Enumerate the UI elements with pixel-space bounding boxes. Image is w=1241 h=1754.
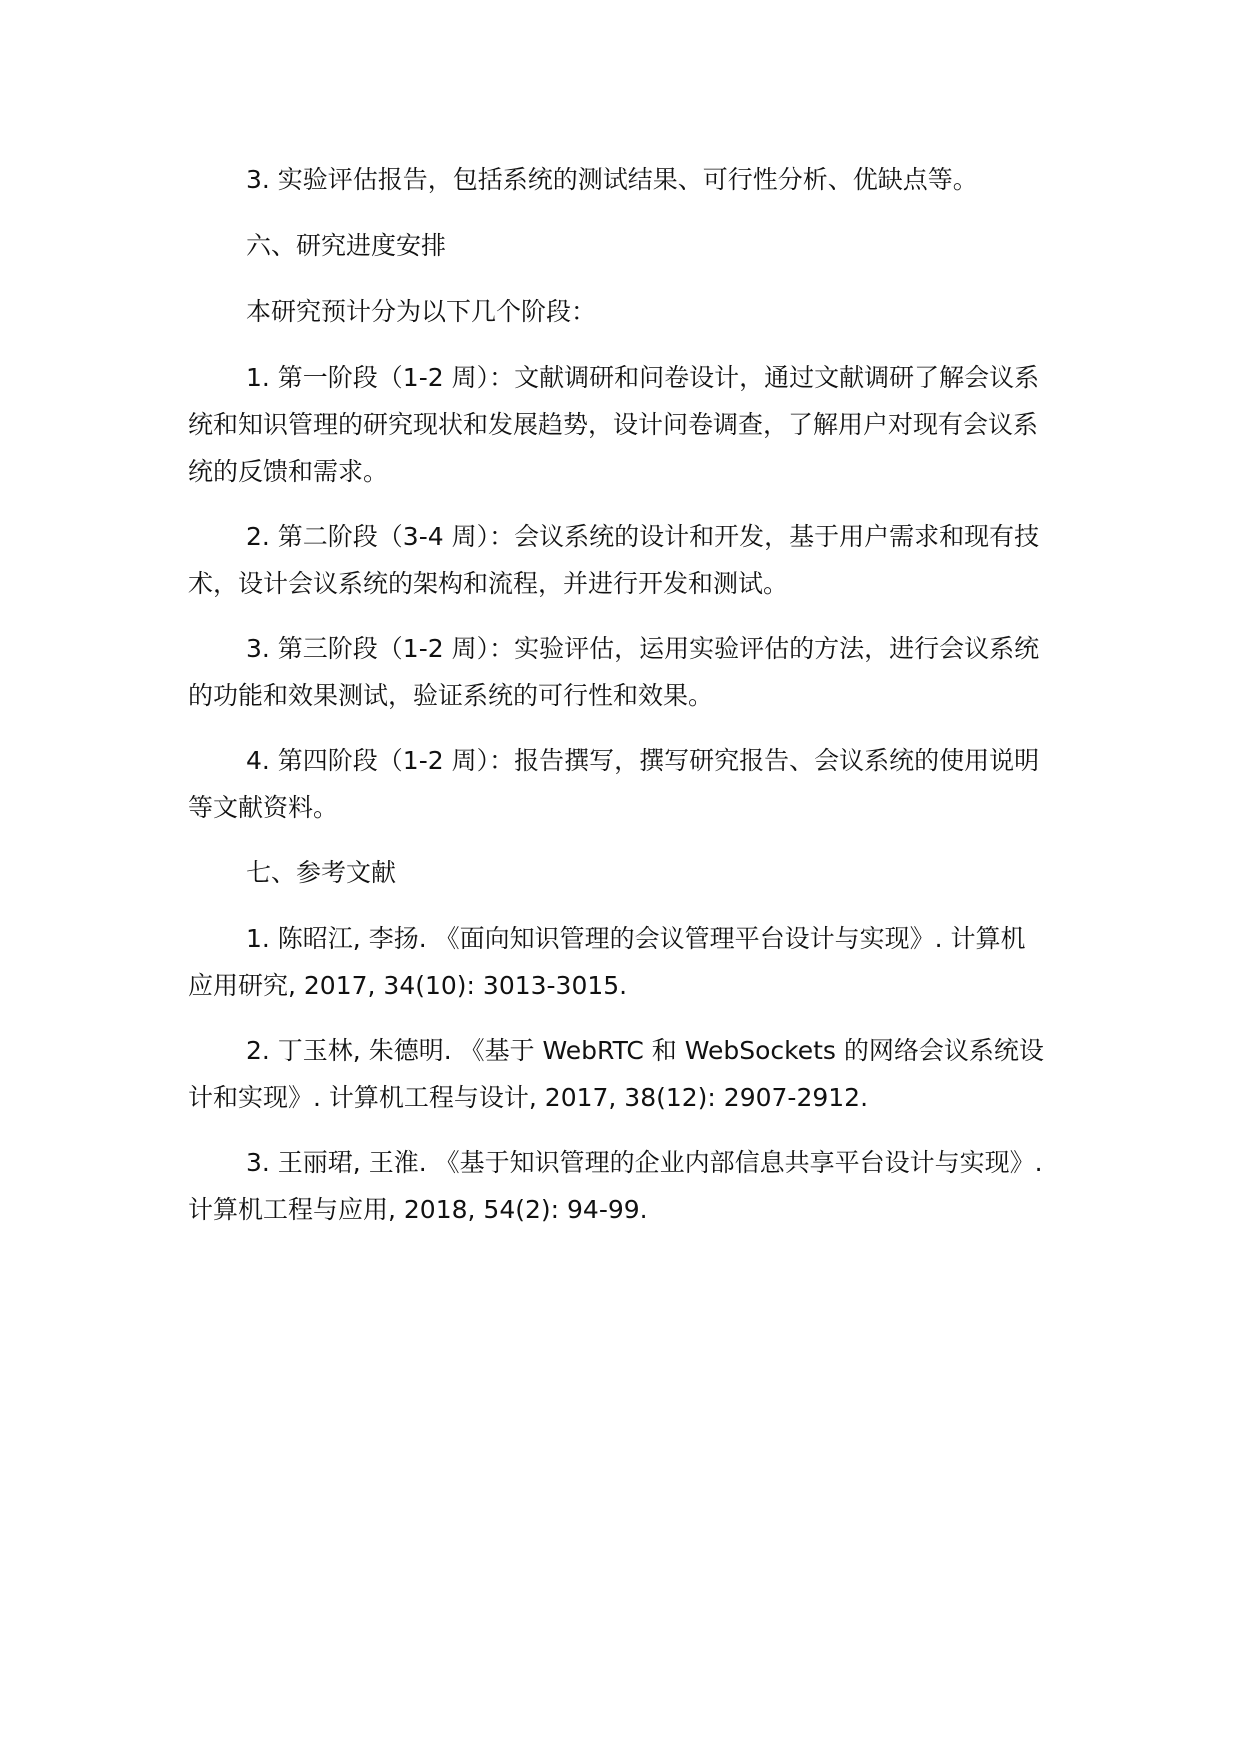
section-heading-schedule: 六、研究进度安排 xyxy=(246,231,447,260)
deliverable-item-3: 3. 实验评估报告，包括系统的测试结果、可行性分析、优缺点等。 xyxy=(246,165,978,194)
schedule-phase-1: 1. 第一阶段（1-2 周）：文献调研和问卷设计，通过文献调研了解会议系统和知识管理的研究现状和发展趋势，设计问卷调查，了解用户对现有会议系统的反馈和需求。 xyxy=(188,363,1040,486)
schedule-phase-3: 3. 第三阶段（1-2 周）：实验评估，运用实验评估的方法，进行会议系统的功能和效果测试，验证系统的可行性和效果。 xyxy=(188,634,1040,710)
schedule-intro: 本研究预计分为以下几个阶段： xyxy=(246,297,597,326)
reference-item-3: 3. 王丽珺, 王淮. 《基于知识管理的企业内部信息共享平台设计与实现》. 计算机工程与应用, 2018, 54(2): 94-99. xyxy=(188,1148,1043,1224)
schedule-phase-4: 4. 第四阶段（1-2 周）：报告撰写，撰写研究报告、会议系统的使用说明等文献资料。 xyxy=(188,746,1040,822)
schedule-phase-2: 2. 第二阶段（3-4 周）：会议系统的设计和开发，基于用户需求和现有技术，设计会议系统的架构和流程，并进行开发和测试。 xyxy=(188,522,1040,598)
reference-item-2: 2. 丁玉林, 朱德明. 《基于 WebRTC 和 WebSockets 的网络会议系统设计和实现》. 计算机工程与设计, 2017, 38(12): 2907-2912. xyxy=(188,1036,1044,1112)
reference-item-1: 1. 陈昭江, 李扬. 《面向知识管理的会议管理平台设计与实现》. 计算机应用研究, 2017, 34(10): 3013-3015. xyxy=(188,924,1026,1000)
section-heading-references: 七、参考文献 xyxy=(246,858,397,887)
document-body xyxy=(188,156,1048,1251)
